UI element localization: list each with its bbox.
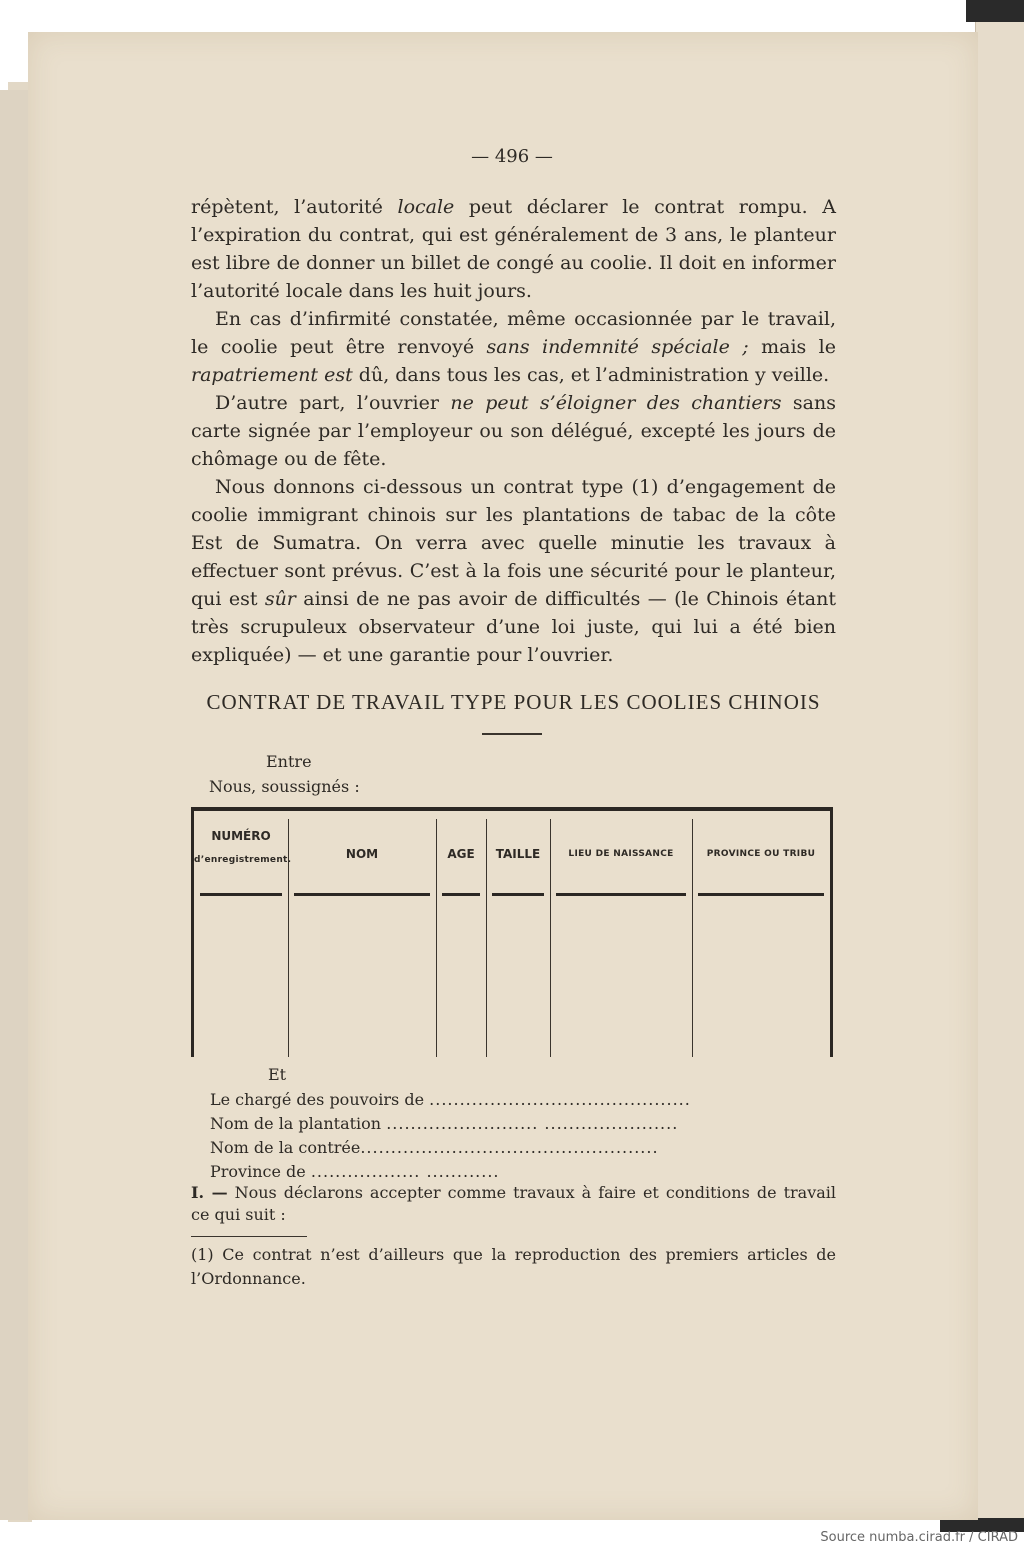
col-taille bbox=[486, 819, 551, 1057]
contract-fields bbox=[210, 1088, 810, 1184]
field-label: Nom de la contrée bbox=[210, 1138, 361, 1157]
header-numero: NUMÉRO bbox=[211, 829, 271, 843]
col-province bbox=[692, 819, 830, 1057]
paragraph-4 bbox=[191, 473, 836, 669]
clause-number: I. — bbox=[191, 1183, 228, 1202]
field-dots: ......................... ...................... bbox=[386, 1114, 679, 1133]
col-age bbox=[436, 819, 487, 1057]
header-age: AGE bbox=[447, 847, 475, 861]
paragraph-4-italic: sûr bbox=[264, 588, 296, 610]
header-rule bbox=[294, 893, 430, 896]
header-rule bbox=[698, 893, 824, 896]
scan-clip-top bbox=[966, 0, 1024, 22]
paragraph-2-part-c: dû, dans tous les cas, et l’administration y veille. bbox=[352, 364, 830, 386]
col-numero bbox=[194, 819, 292, 1057]
paragraph-3-italic: ne peut s’éloigner des chantiers bbox=[450, 392, 782, 414]
paragraph-1-part-b: peut déclarer le contrat rompu. A l’expiration du contrat, qui est généralement de 3 ans, le planteur est libre de donner un billet de congé au coolie. Il doit en informer l’autorité locale dans les huit jours. bbox=[191, 196, 836, 302]
paragraph-2-italic-a: sans indemnité spéciale ; bbox=[486, 336, 749, 358]
paragraph-4-part-a: Nous donnons ci-dessous un contrat type (1) d’engagement de coolie immigrant chinois sur les plantations de tabac de la côte Est de Sumatra. On verra avec quelle minutie les travaux à effectuer sont prévus. C’est à la fois une sécurité pour le planteur, qui est bbox=[191, 476, 836, 610]
paragraph-1 bbox=[191, 193, 836, 305]
paragraph-1-italic: locale bbox=[397, 196, 455, 218]
paragraph-2-italic-b: rapatriement est bbox=[191, 364, 353, 386]
paragraph-1-part-a: répètent, l’autorité bbox=[191, 196, 398, 218]
underlying-page bbox=[0, 90, 31, 1520]
field-province bbox=[210, 1160, 810, 1184]
header-rule bbox=[556, 893, 686, 896]
header-nom: NOM bbox=[345, 847, 379, 861]
nous-label: Nous, soussignés : bbox=[209, 777, 360, 796]
section-title: CONTRAT DE TRAVAIL TYPE POUR LES COOLIES CHINOIS bbox=[206, 690, 821, 714]
paragraph-3 bbox=[191, 389, 836, 473]
col-lieu bbox=[550, 819, 693, 1057]
et-label: Et bbox=[268, 1065, 287, 1084]
paragraph-2-part-a: En cas d’infirmité constatée, même occasionnée par le travail, le coolie peut être renvoyé bbox=[191, 308, 836, 358]
field-label: Le chargé des pouvoirs de bbox=[210, 1090, 425, 1109]
field-dots: ........................................... bbox=[429, 1090, 691, 1109]
source-credit: Source numba.cirad.fr / CIRAD bbox=[820, 1530, 1018, 1545]
field-dots: ................................................. bbox=[360, 1138, 659, 1157]
header-rule bbox=[492, 893, 544, 896]
paragraph-4-part-b: ainsi de ne pas avoir de difficultés — (le Chinois étant très scrupuleux observateur d’une loi juste, qui lui a été bien expliquée) — et une garantie pour l’ouvrier. bbox=[191, 588, 836, 666]
registration-table bbox=[191, 807, 833, 1057]
header-lieu: LIEU DE NAISSANCE bbox=[568, 849, 674, 859]
page-number: — 496 — bbox=[471, 146, 553, 167]
footnote: (1) Ce contrat n’est d’ailleurs que la reproduction des premiers articles de l’Ordonnance. bbox=[191, 1245, 836, 1288]
field-label: Nom de la plantation bbox=[210, 1114, 382, 1133]
body-text bbox=[191, 193, 836, 669]
field-dots: .................. ............ bbox=[310, 1162, 500, 1181]
clause-one bbox=[191, 1182, 836, 1226]
paragraph-2-part-b: mais le bbox=[748, 336, 837, 358]
field-contree bbox=[210, 1136, 810, 1160]
entre-label: Entre bbox=[266, 752, 312, 771]
header-taille: TAILLE bbox=[495, 847, 541, 861]
header-rule bbox=[442, 893, 480, 896]
field-pouvoirs bbox=[210, 1088, 810, 1112]
title-rule bbox=[482, 733, 542, 735]
field-plantation bbox=[210, 1112, 810, 1136]
header-rule bbox=[200, 893, 282, 896]
clause-text: Nous déclarons accepter comme travaux à faire et conditions de travail ce qui suit : bbox=[191, 1183, 837, 1224]
field-label: Province de bbox=[210, 1162, 306, 1181]
header-province: PROVINCE OU TRIBU bbox=[706, 849, 816, 859]
paragraph-3-part-b: sans carte signée par l’employeur ou son délégué, excepté les jours de chômage ou de fête. bbox=[191, 392, 836, 470]
paragraph-2 bbox=[191, 305, 836, 389]
footnote-rule bbox=[191, 1236, 307, 1237]
paragraph-3-part-a: D’autre part, l’ouvrier bbox=[215, 392, 451, 414]
col-nom bbox=[288, 819, 437, 1057]
header-numero-sub: d’enregistrement. bbox=[194, 855, 292, 865]
next-page-edge bbox=[975, 18, 1024, 1528]
